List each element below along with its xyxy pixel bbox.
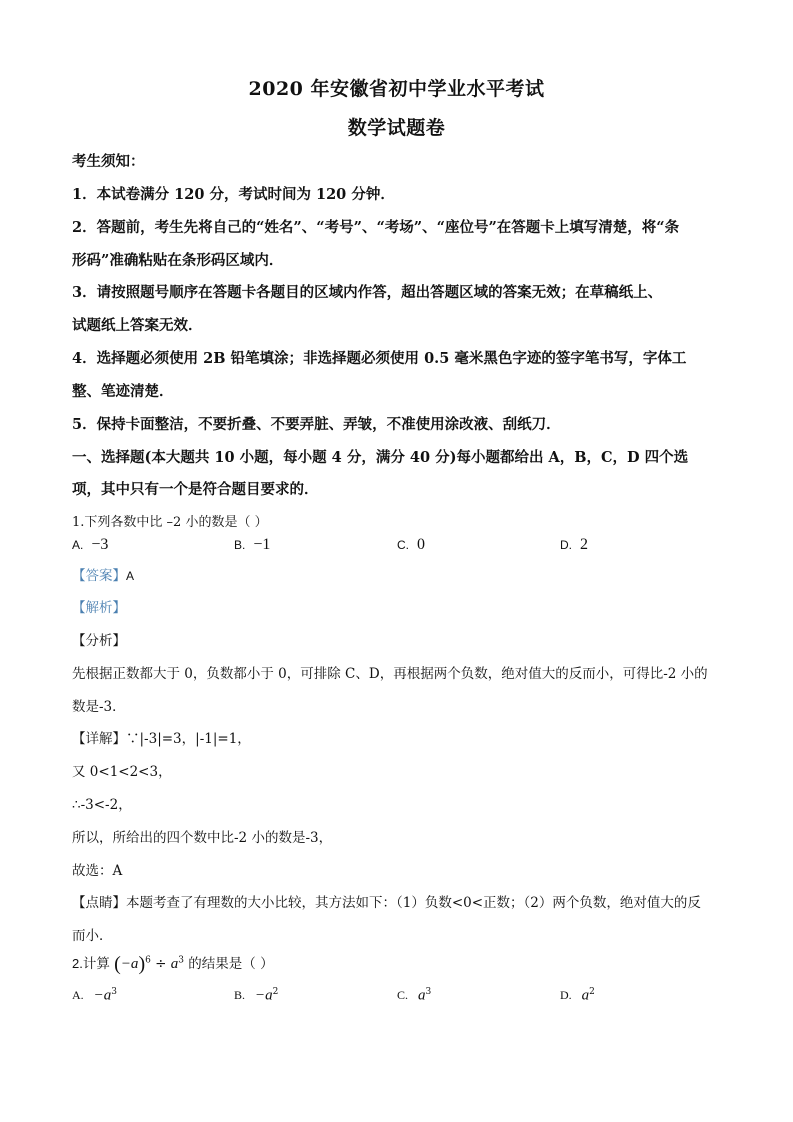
- option-label: A.: [72, 988, 84, 1003]
- q2-stem: [72, 952, 274, 976]
- notice-item-2: 2．答题前，考生先将自己的“姓名”、“考号”、“考场”、“座位号”在答题卡上填写清楚，将“条: [72, 219, 680, 236]
- dianjing-text: 本题考查了有理数的大小比较，其方法如下：（1）负数<0<正数；（2）两个负数，绝对值大的反: [126, 895, 701, 911]
- detail-text: ∵|-3|=3，|-1|=1，: [126, 731, 251, 747]
- q2-expr-exp: 6: [145, 955, 151, 966]
- notice-item-2-cont: 形码”准确粘贴在条形码区域内．: [72, 252, 284, 269]
- option-label: C.: [397, 538, 409, 552]
- q2-option-b: [234, 987, 278, 1004]
- q1-stem: 1.下列各数中比 –2 小的数是（ ）: [72, 515, 268, 530]
- exam-title: 2020 年安徽省初中学业水平考试: [248, 78, 545, 100]
- q1-fenxi-tag: 【分析】: [72, 633, 126, 649]
- q1-fenxi-text-cont: 数是-3．: [72, 699, 126, 715]
- q1-detail-line-4: 所以，所给出的四个数中比-2 小的数是-3，: [72, 830, 333, 846]
- q2-number: 2.: [72, 956, 83, 971]
- option-value: a: [581, 987, 590, 1004]
- option-value: −3: [91, 536, 109, 553]
- detail-tag: 【详解】: [72, 731, 126, 747]
- option-label: B.: [234, 538, 246, 552]
- answer-tag: 【答案】: [72, 568, 126, 584]
- q1-detail: [72, 727, 251, 747]
- option-exp: 2: [272, 987, 279, 997]
- option-label: B.: [234, 988, 246, 1003]
- q1-detail-line-5: 故选：A: [72, 863, 123, 879]
- option-label: C.: [397, 988, 409, 1003]
- section-heading: 一、选择题(本大题共 10 小题，每小题 4 分，满分 40 分)每小题都给出 A，B，C，D 四个选: [72, 449, 689, 466]
- option-value: 2: [580, 536, 588, 553]
- close-paren: ): [138, 953, 146, 975]
- notice-item-5: 5．保持卡面整洁，不要折叠、不要弄脏、弄皱，不准使用涂改液、刮纸刀．: [72, 416, 561, 433]
- notice-item-4-cont: 整、笔迹清楚．: [72, 383, 174, 400]
- q1-answer: [72, 564, 134, 584]
- answer-value: A: [126, 569, 135, 583]
- notice-item-3: 3．请按照题号顺序在答题卡各题目的区域内作答，超出答题区域的答案无效；在草稿纸上、: [72, 284, 663, 301]
- q1-option-d: [560, 536, 588, 554]
- q1-fenxi-text: 先根据正数都大于 0，负数都小于 0，可排除 C、D，再根据两个负数，绝对值大的反而小，可得比-2 小的: [72, 666, 708, 682]
- q1-dianjing-cont: 而小．: [72, 928, 113, 944]
- option-value: 0: [417, 536, 425, 553]
- option-exp: 3: [111, 987, 118, 997]
- dianjing-tag: 【点睛】: [72, 895, 126, 911]
- option-label: D.: [560, 988, 572, 1003]
- option-value: −1: [253, 536, 271, 553]
- q2-expr2-base: a: [170, 956, 179, 972]
- open-paren: (: [114, 953, 121, 975]
- q1-dianjing: [72, 891, 701, 911]
- q1-option-c: [397, 536, 425, 554]
- q1-option-a: [72, 536, 108, 554]
- option-label: D.: [560, 538, 572, 552]
- q2-expr2-exp: 3: [178, 955, 184, 966]
- q2-stem-suffix: 的结果是（ ）: [188, 956, 274, 972]
- divide-sign: ÷: [155, 956, 167, 972]
- option-value: −a: [93, 987, 112, 1004]
- option-value: −a: [255, 987, 273, 1004]
- q2-option-d: [560, 987, 595, 1004]
- notice-heading: 考生须知：: [72, 153, 145, 170]
- option-label: A.: [72, 538, 84, 552]
- q1-detail-line-3: ∴-3<-2，: [72, 797, 132, 813]
- q2-option-a: [72, 987, 117, 1004]
- notice-item-1: 1．本试卷满分 120 分，考试时间为 120 分钟．: [72, 186, 395, 203]
- exam-subtitle: 数学试题卷: [347, 117, 446, 139]
- q2-expr-base: −a: [120, 956, 139, 972]
- notice-item-3-cont: 试题纸上答案无效．: [72, 317, 203, 334]
- option-exp: 3: [425, 987, 432, 997]
- q1-option-b: [234, 536, 270, 554]
- notice-item-4: 4．选择题必须使用 2B 铅笔填涂；非选择题必须使用 0.5 毫米黑色字迹的签字笔书写，字体工: [72, 350, 687, 367]
- option-value: a: [418, 987, 426, 1004]
- q1-detail-line-2: 又 0<1<2<3，: [72, 764, 172, 780]
- option-exp: 2: [589, 987, 595, 997]
- q2-option-c: [397, 987, 431, 1004]
- section-heading-cont: 项，其中只有一个是符合题目要求的．: [72, 481, 319, 498]
- q1-analysis-tag: 【解析】: [72, 600, 126, 616]
- q2-stem-prefix: 计算: [82, 956, 110, 972]
